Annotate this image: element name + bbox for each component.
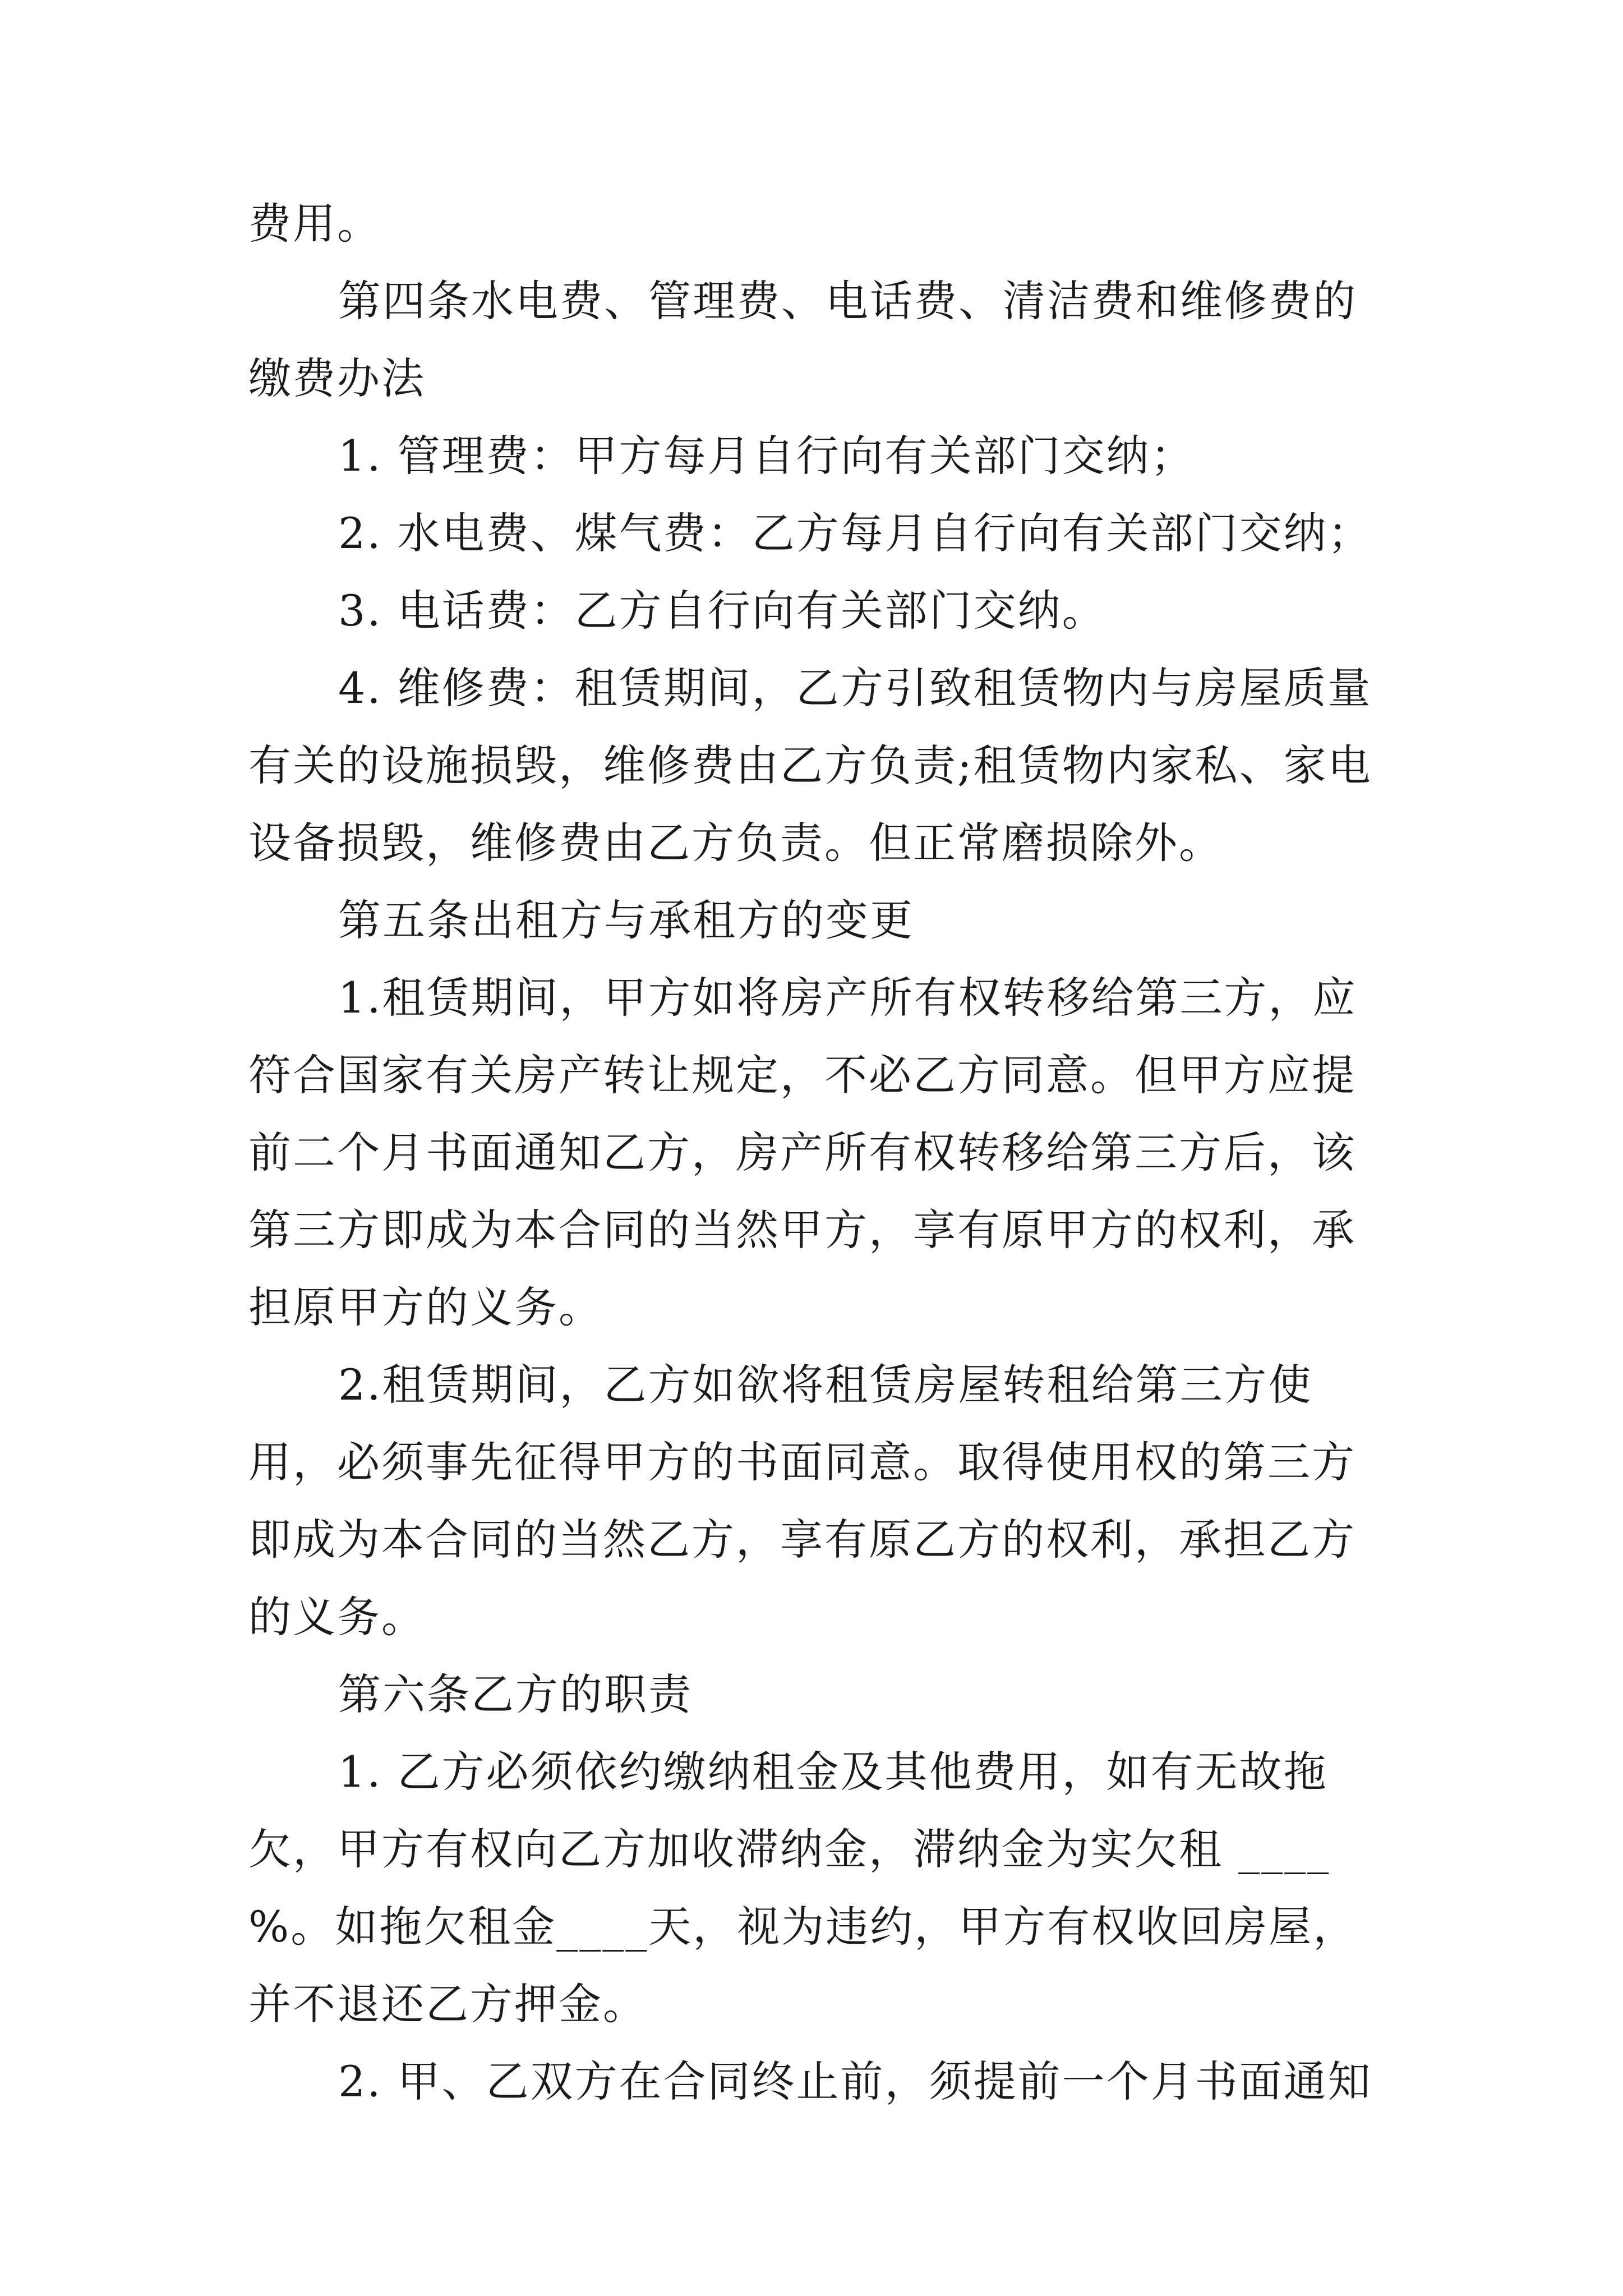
article-4-item-3: 3. 电话费：乙方自行向有关部门交纳。 bbox=[338, 586, 1106, 636]
article-4-item-1: 1. 管理费：甲方每月自行向有关部门交纳； bbox=[338, 431, 1195, 481]
article-6-item-1: 1. 乙方必须依约缴纳租金及其他费用，如有无故拖欠，甲方有权向乙方加收滞纳金，滞纳金为实欠租 ____ %。如拖欠租金____天，视为违约，甲方有权收回房屋，并不退还乙方押金。 bbox=[248, 1747, 1358, 2029]
document-body bbox=[248, 185, 1387, 2120]
article-6-item-2: 2. 甲、乙双方在合同终止前，须提前一个月书面通知 bbox=[338, 2056, 1372, 2106]
article-5-heading: 第五条出租方与承租方的变更 bbox=[338, 895, 914, 945]
article-6-heading: 第六条乙方的职责 bbox=[338, 1669, 693, 1719]
article-5-item-2: 2.租赁期间，乙方如欲将租赁房屋转租给第三方使用，必须事先征得甲方的书面同意。取得使用权的第三方即成为本合同的当然乙方，享有原乙方的权利，承担乙方的义务。 bbox=[248, 1360, 1356, 1642]
article-4-item-4: 4. 维修费：租赁期间，乙方引致租赁物内与房屋质量有关的设施损毁，维修费由乙方负责;租赁物内家私、家电设备损毁，维修费由乙方负责。但正常磨损除外。 bbox=[248, 663, 1372, 868]
article-4-heading: 第四条水电费、管理费、电话费、清洁费和维修费的缴费办法 bbox=[248, 276, 1357, 403]
article-4-item-2: 2. 水电费、煤气费：乙方每月自行向有关部门交纳； bbox=[338, 508, 1372, 558]
paragraph-continuation: 费用。 bbox=[248, 199, 381, 249]
article-5-item-1: 1.租赁期间，甲方如将房产所有权转移给第三方，应符合国家有关房产转让规定，不必乙方同意。但甲方应提前二个月书面通知乙方，房产所有权转移给第三方后，该第三方即成为本合同的当然甲方，享有原甲方的权利，承担原甲方的义务。 bbox=[248, 973, 1357, 1332]
